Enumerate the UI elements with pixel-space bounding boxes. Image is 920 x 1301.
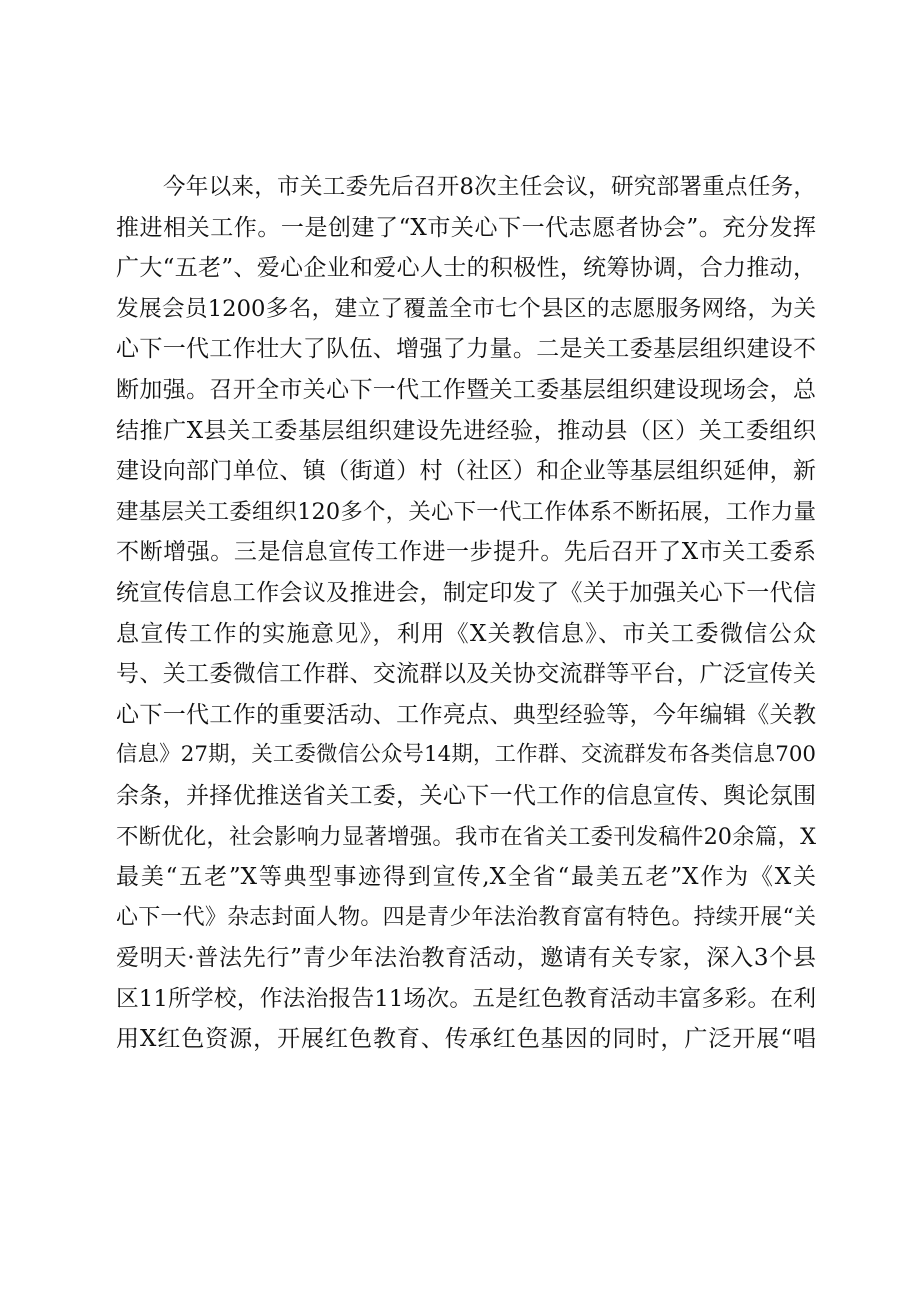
paragraph-line-10: 不断增强。三是信息宣传工作进一步提升。先后召开了X市关工委系 [116, 539, 816, 566]
paragraph-line-5: 心下一代工作壮大了队伍、增强了力量。二是关工委基层组织建设不 [116, 336, 816, 363]
paragraph-line-8: 建设向部门单位、镇（街道）村（社区）和企业等基层组织延伸，新 [116, 458, 816, 485]
paragraph-line-18: 最美“五老”X等典型事迹得到宣传,X全省“最美五老”X作为《X关 [116, 864, 816, 891]
paragraph-line-3: 广大“五老”、爱心企业和爱心人士的积极性，统筹协调，合力推动， [116, 255, 816, 282]
paragraph-line-19: 心下一代》杂志封面人物。四是青少年法治教育富有特色。持续开展“关 [116, 904, 816, 930]
paragraph-line-14: 心下一代工作的重要活动、工作亮点、典型经验等，今年编辑《关教 [116, 701, 816, 728]
paragraph-line-17: 不断优化，社会影响力显著增强。我市在省关工委刊发稿件20余篇，X [116, 823, 816, 850]
paragraph-line-7: 结推广X县关工委基层组织建设先进经验，推动县（区）关工委组织 [116, 417, 816, 444]
paragraph-line-13: 号、关工委微信工作群、交流群以及关协交流群等平台，广泛宣传关 [116, 661, 816, 688]
paragraph-line-11: 统宣传信息工作会议及推进会，制定印发了《关于加强关心下一代信 [116, 579, 816, 606]
paragraph-line-4: 发展会员1200多名，建立了覆盖全市七个县区的志愿服务网络，为关 [116, 295, 816, 322]
body-paragraph [116, 167, 816, 1060]
paragraph-line-6: 断加强。召开全市关心下一代工作暨关工委基层组织建设现场会，总 [116, 376, 816, 403]
paragraph-line-20: 爱明天·普法先行”青少年法治教育活动，邀请有关专家，深入3个县 [116, 945, 816, 972]
paragraph-line-22: 用X红色资源，开展红色教育、传承红色基因的同时，广泛开展“唱 [116, 1026, 816, 1053]
paragraph-line-2: 推进相关工作。一是创建了“X市关心下一代志愿者协会”。充分发挥 [116, 214, 816, 241]
paragraph-line-12: 息宣传工作的实施意见》，利用《X关教信息》、市关工委微信公众 [116, 620, 816, 647]
paragraph-line-15: 信息》27期，关工委微信公众号14期，工作群、交流群发布各类信息700 [116, 742, 816, 768]
paragraph-line-21: 区11所学校，作法治报告11场次。五是红色教育活动丰富多彩。在利 [116, 985, 816, 1012]
paragraph-line-9: 建基层关工委组织120多个，关心下一代工作体系不断拓展，工作力量 [116, 498, 816, 525]
paragraph-line-16: 余条，并择优推送省关工委，关心下一代工作的信息宣传、舆论氛围 [116, 782, 816, 809]
paragraph-line-1: 今年以来，市关工委先后召开8次主任会议，研究部署重点任务， [163, 174, 816, 200]
